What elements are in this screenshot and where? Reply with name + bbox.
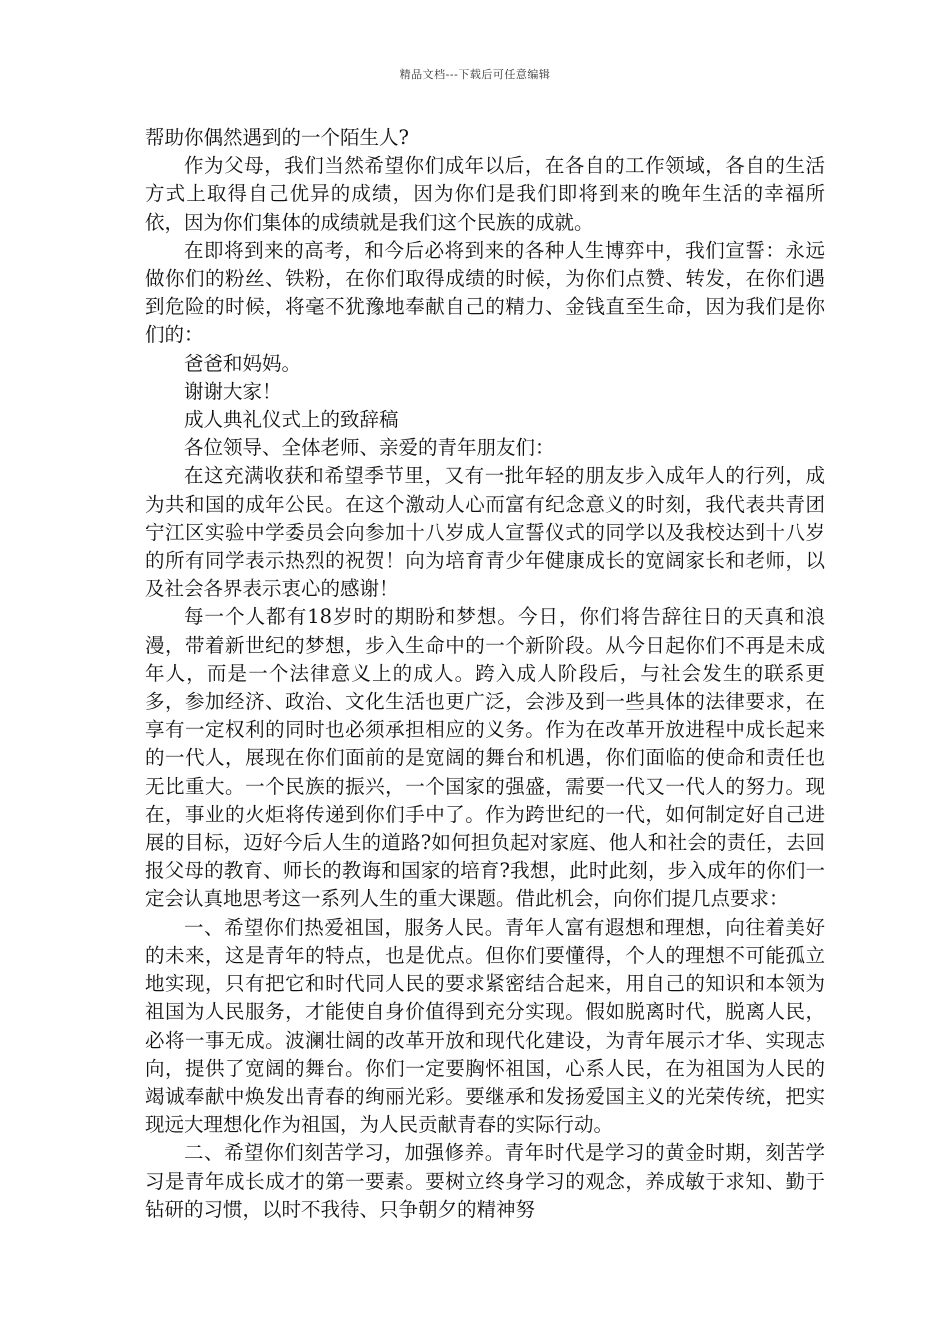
- paragraph-requirement-one: 一、希望你们热爱祖国，服务人民。青年人富有遐想和理想，向往着美好的未来，这是青年的特点，也是优点。但你们要懂得，个人的理想不可能孤立地实现，只有把它和时代同人民的要求紧密结合起来，用自己的知识和本领为祖国为人民服务，才能使自身价值得到充分实现。假如脱离时代，脱离人民，必将一事无成。波澜壮阔的改革开放和现代化建设，为青年展示才华、实现志向，提供了宽阔的舞台。你们一定要胸怀祖国，心系人民，在为祖国为人民的竭诚奉献中焕发出青春的绚丽光彩。要继承和发扬爱国主义的光荣传统，把实现远大理想化作为祖国，为人民贡献青春的实际行动。: [145, 915, 825, 1137]
- paragraph-age-eighteen: 每一个人都有18岁时的期盼和梦想。今日，你们将告辞往日的天真和浪漫，带着新世纪的梦想，步入生命中的一个新阶段。从今日起你们不再是未成年人，而是一个法律意义上的成人。跨入成人阶段后，与社会发生的联系更多，参加经济、政治、文化生活也更广泛，会涉及到一些具体的法律要求，在享有一定权利的同时也必须承担相应的义务。作为在改革开放进程中成长起来的一代人，展现在你们面前的是宽阔的舞台和机遇，你们面临的使命和责任也无比重大。一个民族的振兴，一个国家的强盛，需要一代又一代人的努力。现在，事业的火炬将传递到你们手中了。作为跨世纪的一代，如何制定好自己进展的目标，迈好今后人生的道路?如何担负起对家庭、他人和社会的责任，去回报父母的教育、师长的教诲和国家的培育?我想，此时此刻，步入成年的你们一定会认真地思考这一系列人生的重大课题。借此机会，向你们提几点要求：: [145, 605, 825, 911]
- paragraph-thanks: 谢谢大家！: [184, 379, 282, 403]
- paragraph-requirement-two: 二、希望你们刻苦学习，加强修养。青年时代是学习的黄金时期，刻苦学习是青年成长成才的第一要素。要树立终身学习的观念，养成敏于求知、勤于钻研的习惯，以时不我待、只争朝夕的精神努: [145, 1141, 825, 1221]
- paragraph-congratulations: 在这充满收获和希望季节里，又有一批年轻的朋友步入成年人的行列，成为共和国的成年公民。在这个激动人心而富有纪念意义的时刻，我代表共青团宁江区实验中学委员会向参加十八岁成人宣誓仪式的同学以及我校达到十八岁的所有同学表示热烈的祝贺！向为培育青少年健康成长的宽阔家长和老师，以及社会各界表示衷心的感谢！: [145, 464, 825, 601]
- paragraph-signature: 爸爸和妈妈。: [184, 351, 302, 375]
- speech-title: 成人典礼仪式上的致辞稿: [184, 408, 399, 432]
- speech-salutation: 各位领导、全体老师、亲爱的青年朋友们：: [184, 436, 555, 460]
- document-body: [145, 124, 825, 1224]
- paragraph-continuation: 帮助你偶然遇到的一个陌生人?: [145, 126, 409, 149]
- page-header: 精品文档---下载后可任意编辑: [399, 68, 551, 81]
- paragraph-parents-hope: 作为父母，我们当然希望你们成年以后，在各自的工作领域，各自的生活方式上取得自己优异的成绩，因为你们是我们即将到来的晚年生活的幸福所依，因为你们集体的成绩就是我们这个民族的成就。: [145, 154, 825, 234]
- paragraph-pledge: 在即将到来的高考，和今后必将到来的各种人生博弈中，我们宣誓：永远做你们的粉丝、铁粉，在你们取得成绩的时候，为你们点赞、转发，在你们遇到危险的时候，将毫不犹豫地奉献自己的精力、金钱直至生命，因为我们是你们的：: [145, 238, 825, 347]
